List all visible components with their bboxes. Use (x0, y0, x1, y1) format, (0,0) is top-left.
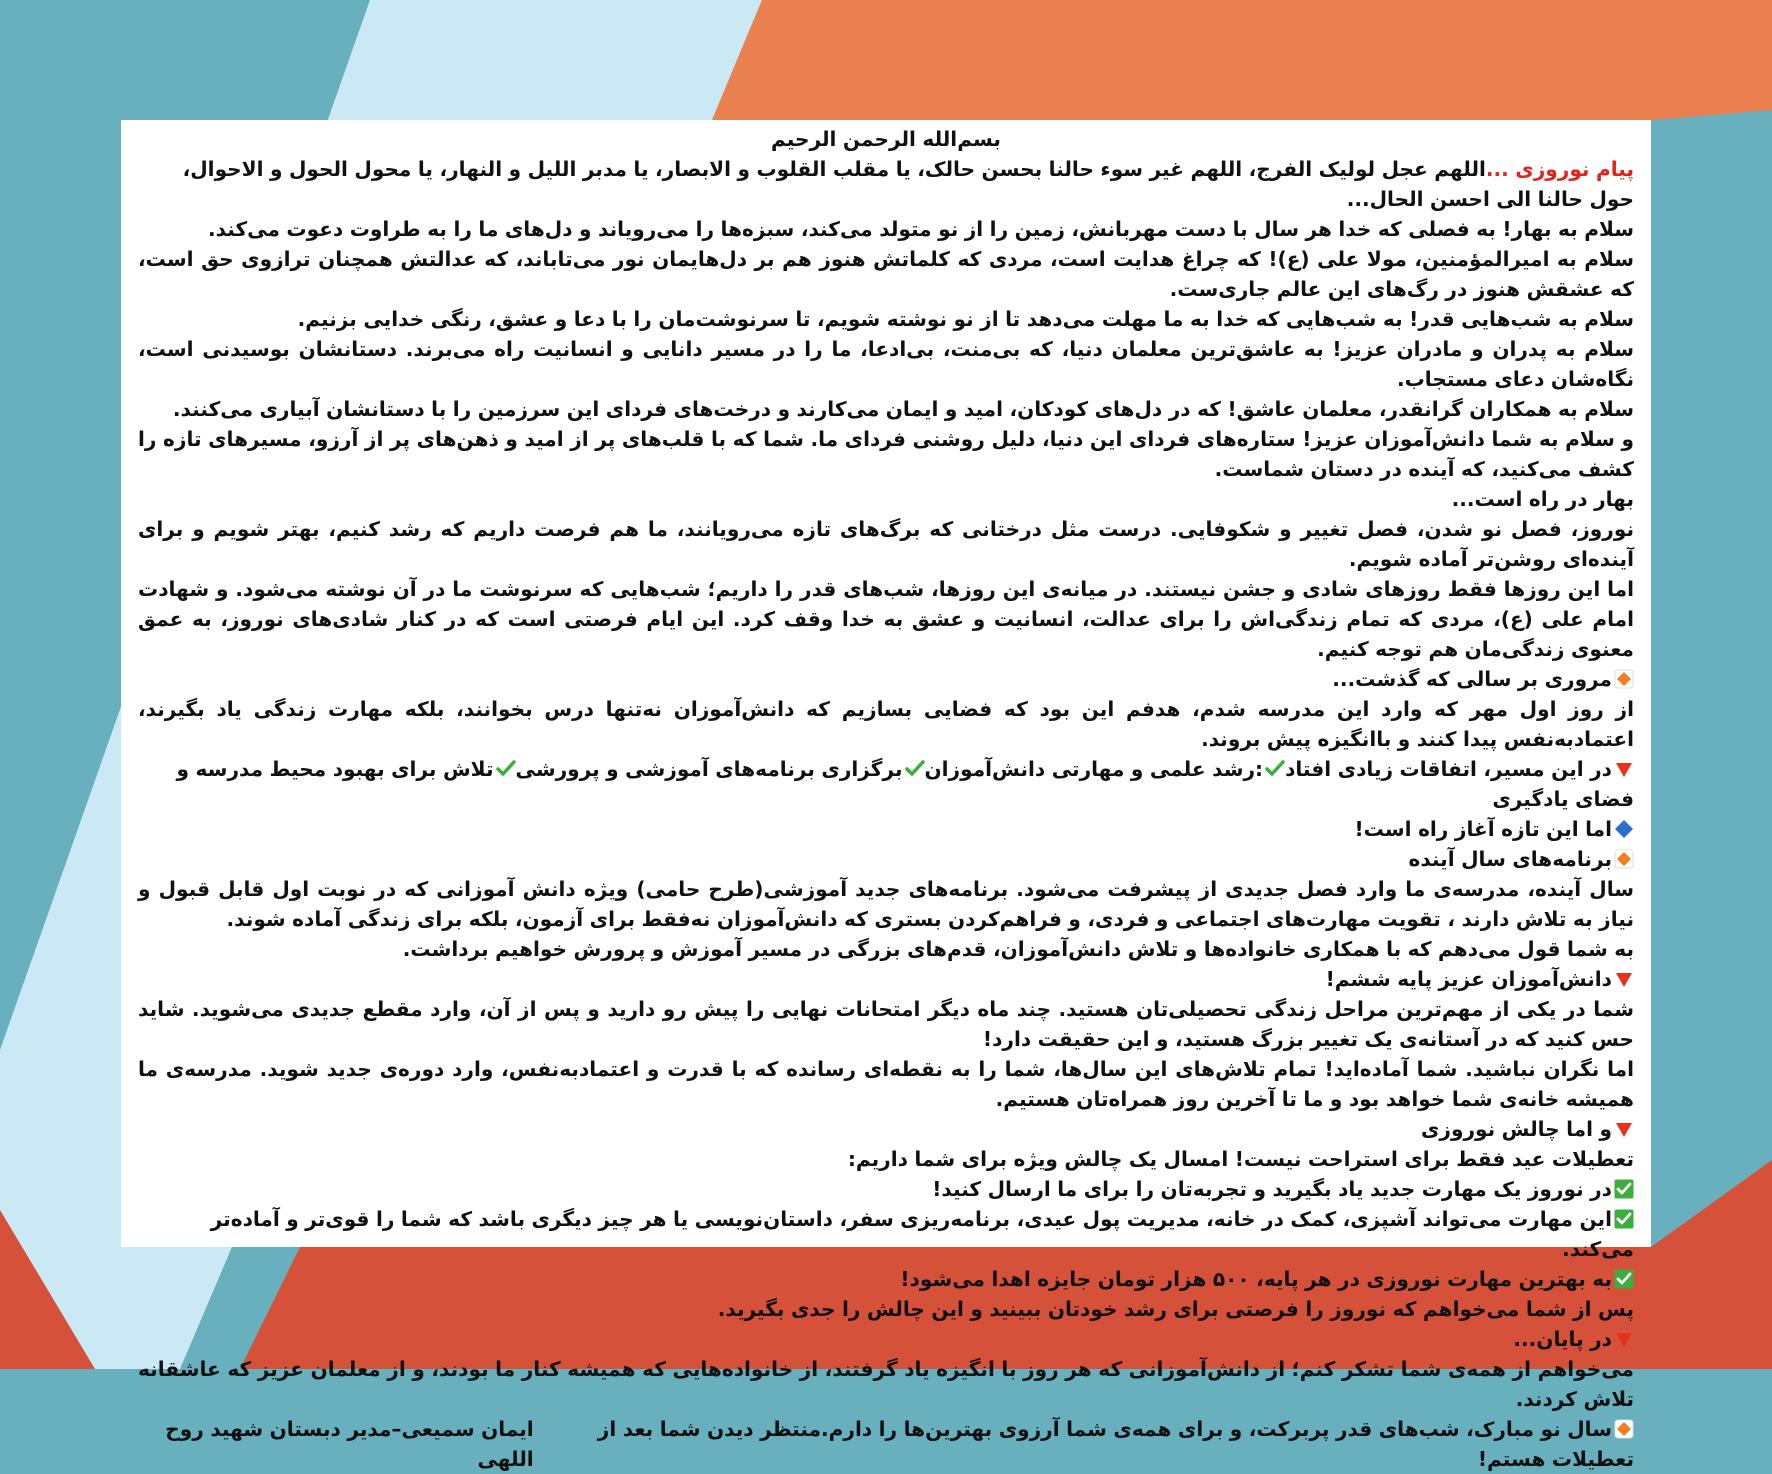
grade6-paragraph-ready: اما نگران نباشید. شما آماده‌اید! تمام تلاش‌های این سال‌ها، شما را به نقطه‌ای رسانده که با قدرت و اعتمادبه‌نفس، وارد دوره‌ی جدید شوید. مدرسه‌ی ما همیشه خانه‌ی شما خواهد بود و ما تا آخرین روز همراه‌تان هستیم. (138, 1057, 1634, 1111)
review-heading-line (138, 664, 1634, 694)
orange-diamond-icon (1614, 1419, 1634, 1439)
event-item: برگزاری برنامه‌های آموزشی و پرورشی (515, 757, 903, 781)
plans-heading: برنامه‌های سال آینده (1408, 847, 1612, 871)
check-mark-icon (905, 759, 925, 779)
plans-paragraph-new-programs: سال آینده، مدرسه‌ی ما وارد فصل جدیدی از پیشرفت می‌شود. برنامه‌های جدید آموزشی(طرح حامی) ویژه دانش آموزانی که در نوبت اول قابل قبول و نیاز به تلاش دارند ، تقویت مهارت‌های اجتماعی و فردی، و فراهم‌کردن بستری که دانش‌آموزان نه‌فقط برای آزمون، بلکه برای زندگی آماده شوند. (138, 877, 1634, 931)
closing-line (138, 1414, 1634, 1474)
challenge-intro: تعطیلات عید فقط برای استراحت نیست! امسال یک چالش ویژه برای شما داریم: (847, 1147, 1634, 1171)
events-colon: : (1255, 757, 1264, 781)
plans-paragraph-promise: به شما قول می‌دهم که با همکاری خانواده‌ها و تلاش دانش‌آموزان، قدم‌های بزرگی در مسیر آموزش و پرورش خواهیم برداشت. (402, 937, 1634, 961)
events-line (138, 754, 1634, 814)
greeting-students: و سلام به شما دانش‌آموزان عزیز! ستاره‌های فردای این دنیا، دلیل روشنی فردای ما. شما که با قلب‌های پر از امید و ذهن‌های پر از آرزو، مسیرهای تازه را کشف می‌کنید، که آینده در دستان شماست. (138, 427, 1634, 481)
challenge-item-text: به بهترین مهارت نوروزی در هر پایه، ۵۰۰ هزار تومان جایزه اهدا می‌شود! (900, 1267, 1612, 1291)
event-item: رشد علمی و مهارتی دانش‌آموزان (924, 757, 1256, 781)
message-panel (121, 120, 1651, 1471)
check-box-icon (1614, 1209, 1634, 1229)
red-triangle-icon (1614, 1119, 1634, 1139)
greeting-imam-ali: سلام به امیرالمؤمنین، مولا علی (ع)! که چراغ هدایت است، مردی که کلماتش هنوز هم بر دل‌هایمان نور می‌تاباند، که عدالتش همچنان ترازوی حق است، که عشقش هنوز در رگ‌های این عالم جاری‌ست. (138, 247, 1634, 301)
grade6-paragraph-exams: شما در یکی از مهم‌ترین مراحل زندگی تحصیلی‌تان هستید. چند ماه دیگر امتحانات نهایی را پیش رو دارید و پس از آن، وارد مقطع جدیدی می‌شوید. شاید حس کنید که در آستانه‌ی یک تغییر بزرگ هستید، و این حقیقت دارد! (138, 997, 1634, 1051)
events-intro: در این مسیر، اتفاقات زیادی افتاد (1285, 757, 1612, 781)
spring-paragraph-qadr: اما این روزها فقط روزهای شادی و جشن نیستند. در میانه‌ی این روزها، شب‌های قدر را داریم؛ شب‌هایی که سرنوشت ما در آن نوشته می‌شود. و شهادت امام علی (ع)، مردی که تمام زندگی‌اش را برای عدالت، انسانیت و عشق به خدا وقف کرد. این ایام فرصتی است که در کنار شادی‌های نوروز، به عمق معنوی زندگی‌مان هم توجه کنیم. (138, 577, 1634, 661)
challenge-item-text: این مهارت می‌تواند آشپزی، کمک در خانه، مدیریت پول عیدی، برنامه‌ریزی سفر، داستان‌نویسی یا هر چیز دیگری باشد که شما را قوی‌تر و آماده‌تر می‌کند. (210, 1207, 1634, 1261)
document-heading: بسم‌الله الرحمن الرحیم (771, 127, 1001, 151)
start-text: اما این تازه آغاز راه است! (1354, 817, 1612, 841)
check-mark-icon (496, 759, 516, 779)
event-item: تلاش برای بهبود محیط مدرسه و فضای یادگیری (176, 757, 1634, 811)
challenge-item (138, 1204, 1634, 1264)
red-triangle-icon (1614, 1329, 1634, 1349)
challenge-heading-line (138, 1114, 1634, 1144)
grade6-heading-line (138, 964, 1634, 994)
thanks-paragraph: می‌خواهم از همه‌ی شما تشکر کنم؛ از دانش‌آموزانی که هر روز با انگیزه یاد گرفتند، از خانواده‌هایی که همیشه کنار ما بودند، و از معلمان عزیز که عاشقانه تلاش کردند. (138, 1357, 1634, 1411)
intro-prayer: اللهم عجل لولیک الفرج، اللهم غیر سوء حالنا بحسن حالک، یا مقلب القلوب و الابصار، یا مدبر اللیل و النهار، یا محول الحول و الاحوال، حول حالنا الی احسن الحال... (182, 157, 1634, 211)
challenge-item (138, 1264, 1634, 1294)
plans-heading-line (138, 844, 1634, 874)
orange-diamond-icon (1614, 669, 1634, 689)
review-heading: مروری بر سالی که گذشت... (1332, 667, 1612, 691)
challenge-item-text: در نوروز یک مهارت جدید یاد بگیرید و تجربه‌تان را برای ما ارسال کنید! (932, 1177, 1612, 1201)
closing-text: سال نو مبارک، شب‌های قدر پربرکت، و برای همه‌ی شما آرزوی بهترین‌ها را دارم.منتظر دیدن شما بعد از تعطیلات هستم! (597, 1417, 1634, 1471)
grade6-heading: دانش‌آموزان عزیز پایه ششم! (1325, 967, 1612, 991)
greeting-colleagues: سلام به همکاران گرانقدر، معلمان عاشق! که در دل‌های کودکان، امید و ایمان می‌کارند و درخت‌های فردای این سرزمین را با دستانشان آبیاری می‌کنند. (172, 397, 1634, 421)
spring-heading: بهار در راه است... (1451, 487, 1634, 511)
orange-diamond-icon (1614, 849, 1634, 869)
closing-wrap (534, 1414, 1634, 1474)
check-mark-icon (1265, 759, 1285, 779)
challenge-outro: پس از شما می‌خواهم که نوروز را فرصتی برای رشد خودتان ببینید و این چالش را جدی بگیرید. (717, 1297, 1634, 1321)
red-triangle-icon (1614, 759, 1634, 779)
ending-heading-line (138, 1324, 1634, 1354)
start-line (138, 814, 1634, 844)
challenge-heading: و اما چالش نوروزی (1420, 1117, 1612, 1141)
check-box-icon (1614, 1179, 1634, 1199)
spring-paragraph-renewal: نوروز، فصل نو شدن، فصل تغییر و شکوفایی. درست مثل درختانی که برگ‌های تازه می‌رویانند، ما هم فرصت داریم که رشد کنیم، بهتر شویم و برای آینده‌ای روشن‌تر آماده شویم. (138, 517, 1634, 571)
greeting-parents: سلام به پدران و مادران عزیز! به عاشق‌ترین معلمان دنیا، که بی‌منت، بی‌ادعا، ما را در مسیر دانایی و انسانیت راه می‌برند. دستانشان بوسیدنی است، نگاه‌شان دعای مستجاب. (138, 337, 1634, 391)
blue-diamond-icon (1614, 819, 1634, 839)
challenge-item (138, 1174, 1634, 1204)
ending-heading: در پایان... (1513, 1327, 1612, 1351)
background-orange-block (712, 0, 1772, 120)
review-paragraph: از روز اول مهر که وارد این مدرسه شدم، هدفم این بود که فضایی بسازیم که دانش‌آموزان نه‌تنها درس بخوانند، بلکه مهارت زندگی یاد بگیرند، اعتمادبه‌نفس پیدا کنند و باانگیزه پیش بروند. (138, 697, 1634, 751)
intro-paragraph (138, 154, 1634, 214)
greeting-qadr-nights: سلام به شب‌هایی قدر! به شب‌هایی که خدا به ما مهلت می‌دهد تا از نو نوشته شویم، تا سرنوشت‌مان را با دعا و عشق، رنگی خدایی بزنیم. (297, 307, 1634, 331)
greeting-spring: سلام به بهار! به فصلی که خدا هر سال با دست مهربانش، زمین را از نو متولد می‌کند، سبزه‌ها را می‌رویاند و دل‌های ما را به طراوت دعوت می‌کند. (208, 217, 1634, 241)
red-triangle-icon (1614, 969, 1634, 989)
signature: ایمان سمیعی–مدیر دبستان شهید روح اللهی (165, 1417, 534, 1471)
check-box-icon (1614, 1269, 1634, 1289)
intro-label: پیام نوروزی ... (1485, 157, 1634, 181)
